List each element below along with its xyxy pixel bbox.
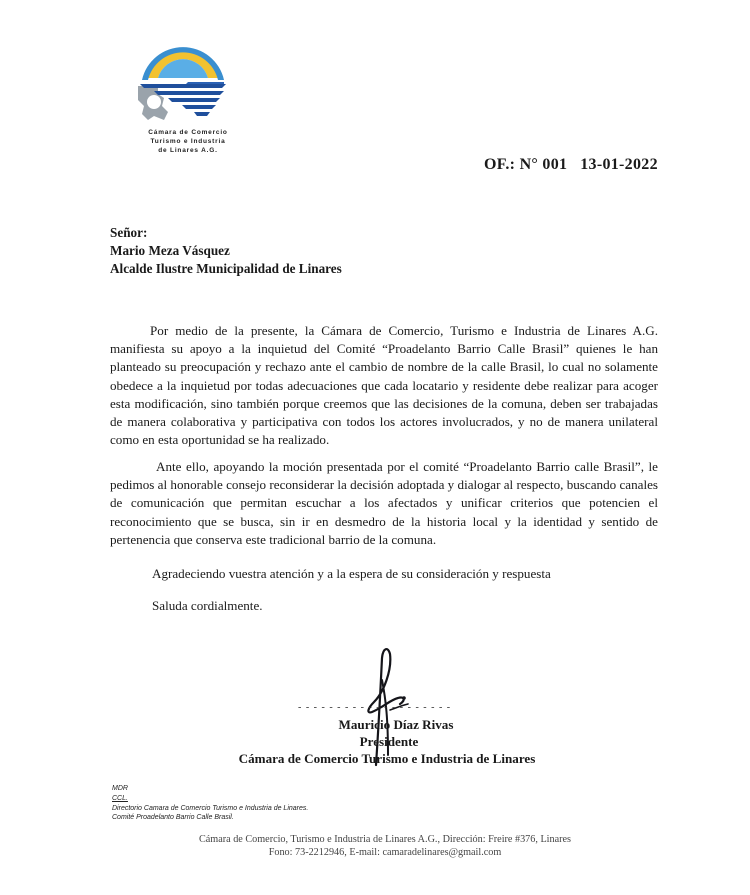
signature-line: - - - - - - - - - - - - - - - - - - - - xyxy=(298,702,452,713)
footer-contact: Fono: 73-2212946, E-mail: camaradelinares@gmail.com xyxy=(268,847,502,858)
chamber-logo xyxy=(128,38,238,128)
letterhead-org-name xyxy=(128,128,248,155)
cc-recipient-2: Comité Proadelanto Barrio Calle Brasil. xyxy=(112,814,234,822)
letterhead-line-3: de Linares A.G. xyxy=(158,147,218,154)
addressee-block xyxy=(110,224,342,278)
paragraph-1: Por medio de la presente, la Cámara de Comercio, Turismo e Industria de Linares A.G. manifiesta su apoyo a la inquietud del Comité “Proadelanto Barrio Calle Brasil” quienes le han planteado su preocupación y rechazo ante el cambio de nombre de la calle Brasil, lo cual no solamente obedece a la inquietud por todas adecuaciones que cada locatario y residente debe realizar para acoger esta modificación, sino también porque creemos que las decisiones de la comuna, deben ser trabajadas de manera colaborativa y participativa con todos los actores involucrados, y no de manera unilateral como en esta oportunidad se ha realizado. xyxy=(110,323,658,448)
closing-line-1: Agradeciendo vuestra atención y a la espera de su consideración y respuesta xyxy=(152,566,551,581)
cc-recipient-1: Directorio Camara de Comercio Turismo e Industria de Linares. xyxy=(112,804,309,812)
signatory-block xyxy=(222,716,552,767)
letterhead-line-1: Cámara de Comercio xyxy=(148,129,228,136)
signatory-name: Mauricio Díaz Rivas xyxy=(338,717,454,732)
closing-line-2: Saluda cordialmente. xyxy=(152,598,263,613)
paragraph-2: Ante ello, apoyando la moción presentada por el comité “Proadelanto Barrio calle Brasil”, le pedimos al honorable consejo reconsiderar la decisión adoptada y dialogar al respecto, buscando canales de comunicación que permitan escuchar a los afectados y unificar criterios que potencien el reconocimiento que se busca, sin ir en desmedro de la historia local y la identidad y sentido de pertenencia que conserva este tradicional barrio de la comuna. xyxy=(110,459,658,547)
addressee-name: Mario Meza Vásquez xyxy=(110,243,230,258)
cc-label: CCL. xyxy=(112,794,128,802)
letter-footer xyxy=(160,833,610,859)
letterhead-line-2: Turismo e Industria xyxy=(150,138,226,145)
document-reference: OF.: N° 001 13-01-2022 xyxy=(484,156,658,173)
signatory-organization: Cámara de Comercio Turismo e Industria de Linares xyxy=(238,751,536,766)
author-initials: MDR xyxy=(112,785,128,792)
signatory-title: Presidente xyxy=(359,734,419,749)
footer-address: Cámara de Comercio, Turismo e Industria de Linares A.G., Dirección: Freire #376, Linares xyxy=(198,834,572,845)
reference-initials xyxy=(112,784,308,823)
addressee-position: Alcalde Ilustre Municipalidad de Linares xyxy=(110,261,342,276)
salutation: Señor: xyxy=(110,225,148,240)
